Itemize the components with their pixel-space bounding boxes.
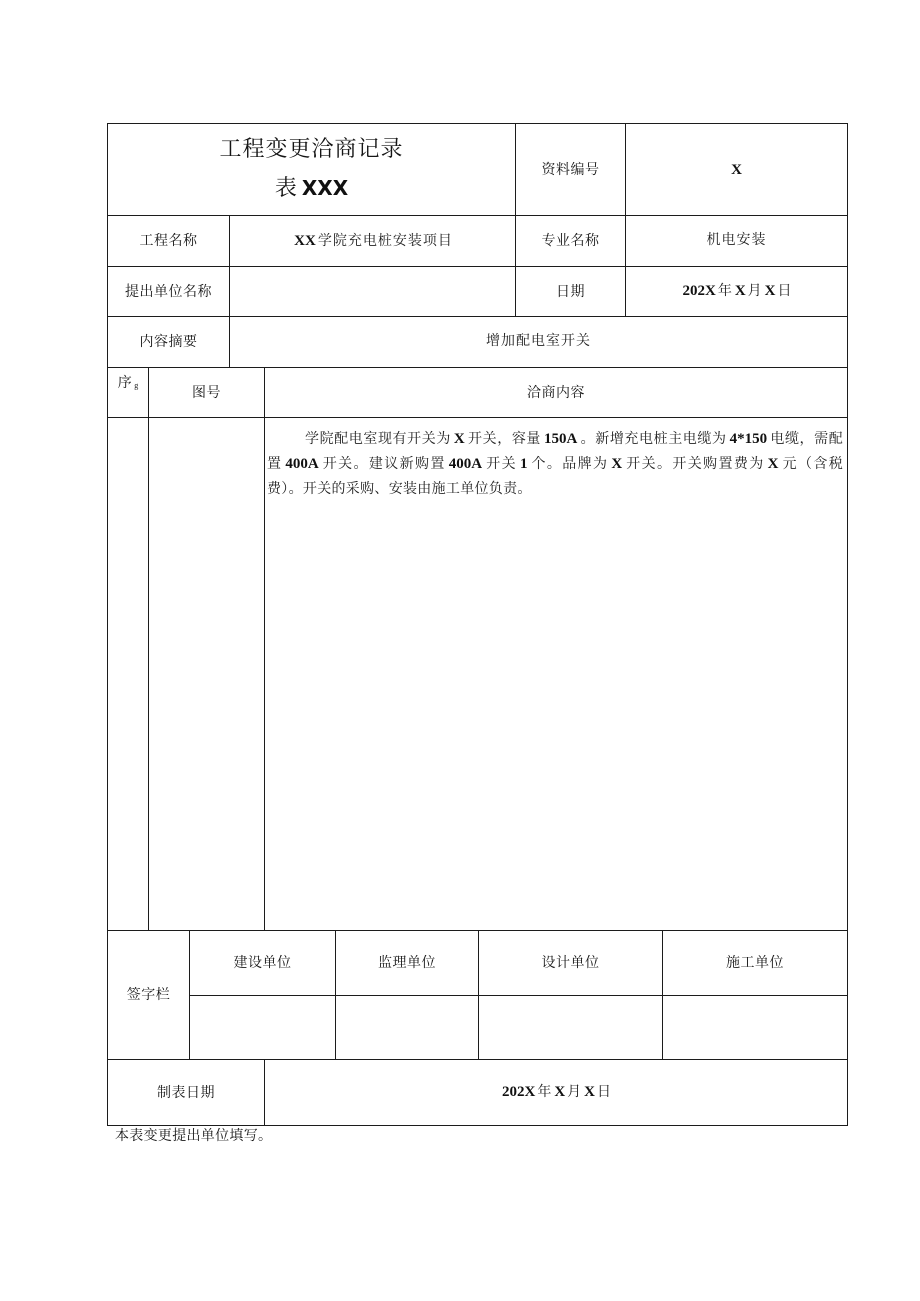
specialty-name-label: 专业名称 <box>541 233 600 249</box>
date-value-part: 月 <box>747 284 763 299</box>
date-value-part: X <box>734 283 746 299</box>
serial-cell <box>107 417 149 931</box>
negotiation-line-1-part: 学院配电室现有开关为 <box>305 432 451 447</box>
date-value-part: 日 <box>777 284 793 299</box>
project-name-value-part: 学院充电桩安装项目 <box>317 233 453 249</box>
signature-construction-blank <box>189 995 336 1060</box>
negotiation-line-1-part: X <box>453 431 465 447</box>
negotiation-line-2-part: 开关 <box>485 457 517 472</box>
date-value-part: 年 <box>717 284 733 299</box>
date-value-part: X <box>764 283 776 299</box>
summary-label: 内容摘要 <box>139 334 198 350</box>
summary-label-cell <box>107 316 230 368</box>
signature-party-contractor: 施工单位 <box>726 955 784 971</box>
negotiation-line-3 <box>267 477 843 502</box>
drawing-no-header-cell <box>148 367 265 418</box>
footnote: 本表变更提出单位填写。 <box>115 1128 273 1144</box>
negotiation-line-1-part: 150A <box>544 431 578 447</box>
negotiation-line-3-part: 费）。开关的采购、安装由施工单位负责。 <box>267 482 532 497</box>
doc-number-label-cell <box>515 123 626 216</box>
summary-value: 增加配电室开关 <box>486 334 591 349</box>
negotiation-line-1-part: 开关，容量 <box>467 432 542 447</box>
summary-value-cell <box>229 316 848 368</box>
date-label-cell <box>515 266 626 317</box>
tabulation-date-label: 制表日期 <box>157 1084 215 1101</box>
negotiation-line-2-part: 开关。开关购置费为 <box>625 457 765 472</box>
date-value <box>680 282 792 301</box>
specialty-name-value: 机电安装 <box>706 233 767 248</box>
project-name-value-part: XX <box>294 232 316 249</box>
tabulation-date-value-part: X <box>554 1084 566 1100</box>
signature-party-design: 设计单位 <box>541 955 600 971</box>
content-header-cell <box>264 367 848 418</box>
form-title: 工程变更洽商记录 <box>219 137 404 162</box>
form-number-part: XXX <box>301 176 349 200</box>
tabulation-date-label-cell <box>107 1059 265 1126</box>
submitting-unit-value-cell <box>229 266 516 317</box>
project-name-label: 工程名称 <box>139 233 198 249</box>
date-value-cell <box>625 266 848 317</box>
signature-supervision-blank <box>335 995 479 1060</box>
negotiation-line-2-part: X <box>767 456 779 472</box>
signature-party-construction: 建设单位 <box>233 955 292 971</box>
signature-party-contractor-cell <box>662 930 848 996</box>
form-title-cell <box>107 123 516 216</box>
date-label: 日期 <box>556 283 585 300</box>
form-number-part: 表 <box>274 176 298 201</box>
form-number <box>275 169 348 208</box>
tabulation-date-value-part: 年 <box>537 1085 553 1100</box>
negotiation-line-1 <box>267 427 843 452</box>
tabulation-date-value-part: X <box>584 1084 596 1100</box>
negotiation-line-1-part: 。新增充电桩主电缆为 <box>580 432 727 447</box>
project-name-label-cell <box>107 215 230 267</box>
tabulation-date-value-part: 月 <box>567 1085 583 1100</box>
submitting-unit-label: 提出单位名称 <box>125 283 212 300</box>
negotiation-line-1-part: 4*150 <box>729 431 768 447</box>
serial-header: 序 <box>117 375 133 391</box>
signature-label: 签字栏 <box>126 987 171 1003</box>
negotiation-content-cell <box>264 417 848 931</box>
tabulation-date-value-part: 202X <box>501 1084 536 1100</box>
negotiation-line-2-part: 400A <box>448 456 483 472</box>
tabulation-date-value-cell <box>264 1059 848 1126</box>
specialty-name-label-cell <box>515 215 626 267</box>
signature-party-design-cell <box>478 930 663 996</box>
serial-header-suffix: g <box>134 381 139 390</box>
signature-design-blank <box>478 995 663 1060</box>
negotiation-line-2-part: 个。品牌为 <box>530 457 609 472</box>
negotiation-line-1-part: 电缆，需配 <box>770 432 844 447</box>
negotiation-line-2-part: 元（含税 <box>781 457 844 472</box>
negotiation-line-2-part: 1 <box>519 456 528 472</box>
signature-label-cell <box>107 930 190 1060</box>
negotiation-line-2-part: 400A <box>285 456 319 472</box>
negotiation-line-2-part: X <box>611 456 623 472</box>
negotiation-line-2 <box>267 452 843 477</box>
date-value-part: 202X <box>682 283 716 299</box>
content-header: 洽商内容 <box>527 384 585 401</box>
negotiation-line-2-part: 置 <box>267 457 283 472</box>
drawing-no-cell <box>148 417 265 931</box>
signature-party-construction-cell <box>189 930 336 996</box>
tabulation-date-value-part: 日 <box>597 1085 613 1100</box>
project-name-value <box>292 232 453 251</box>
signature-contractor-blank <box>662 995 848 1060</box>
doc-number-label: 资料编号 <box>541 161 600 178</box>
negotiation-line-2-part: 开关。建议新购置 <box>321 457 446 472</box>
project-name-value-cell <box>229 215 516 267</box>
doc-number-value: X <box>731 161 742 178</box>
specialty-name-value-cell <box>625 215 848 267</box>
signature-party-supervision: 监理单位 <box>378 955 436 971</box>
submitting-unit-label-cell <box>107 266 230 317</box>
serial-header-cell <box>107 367 149 418</box>
drawing-no-header: 图号 <box>192 384 221 401</box>
doc-number-value-cell <box>625 123 848 216</box>
signature-party-supervision-cell <box>335 930 479 996</box>
tabulation-date-value <box>500 1083 612 1102</box>
